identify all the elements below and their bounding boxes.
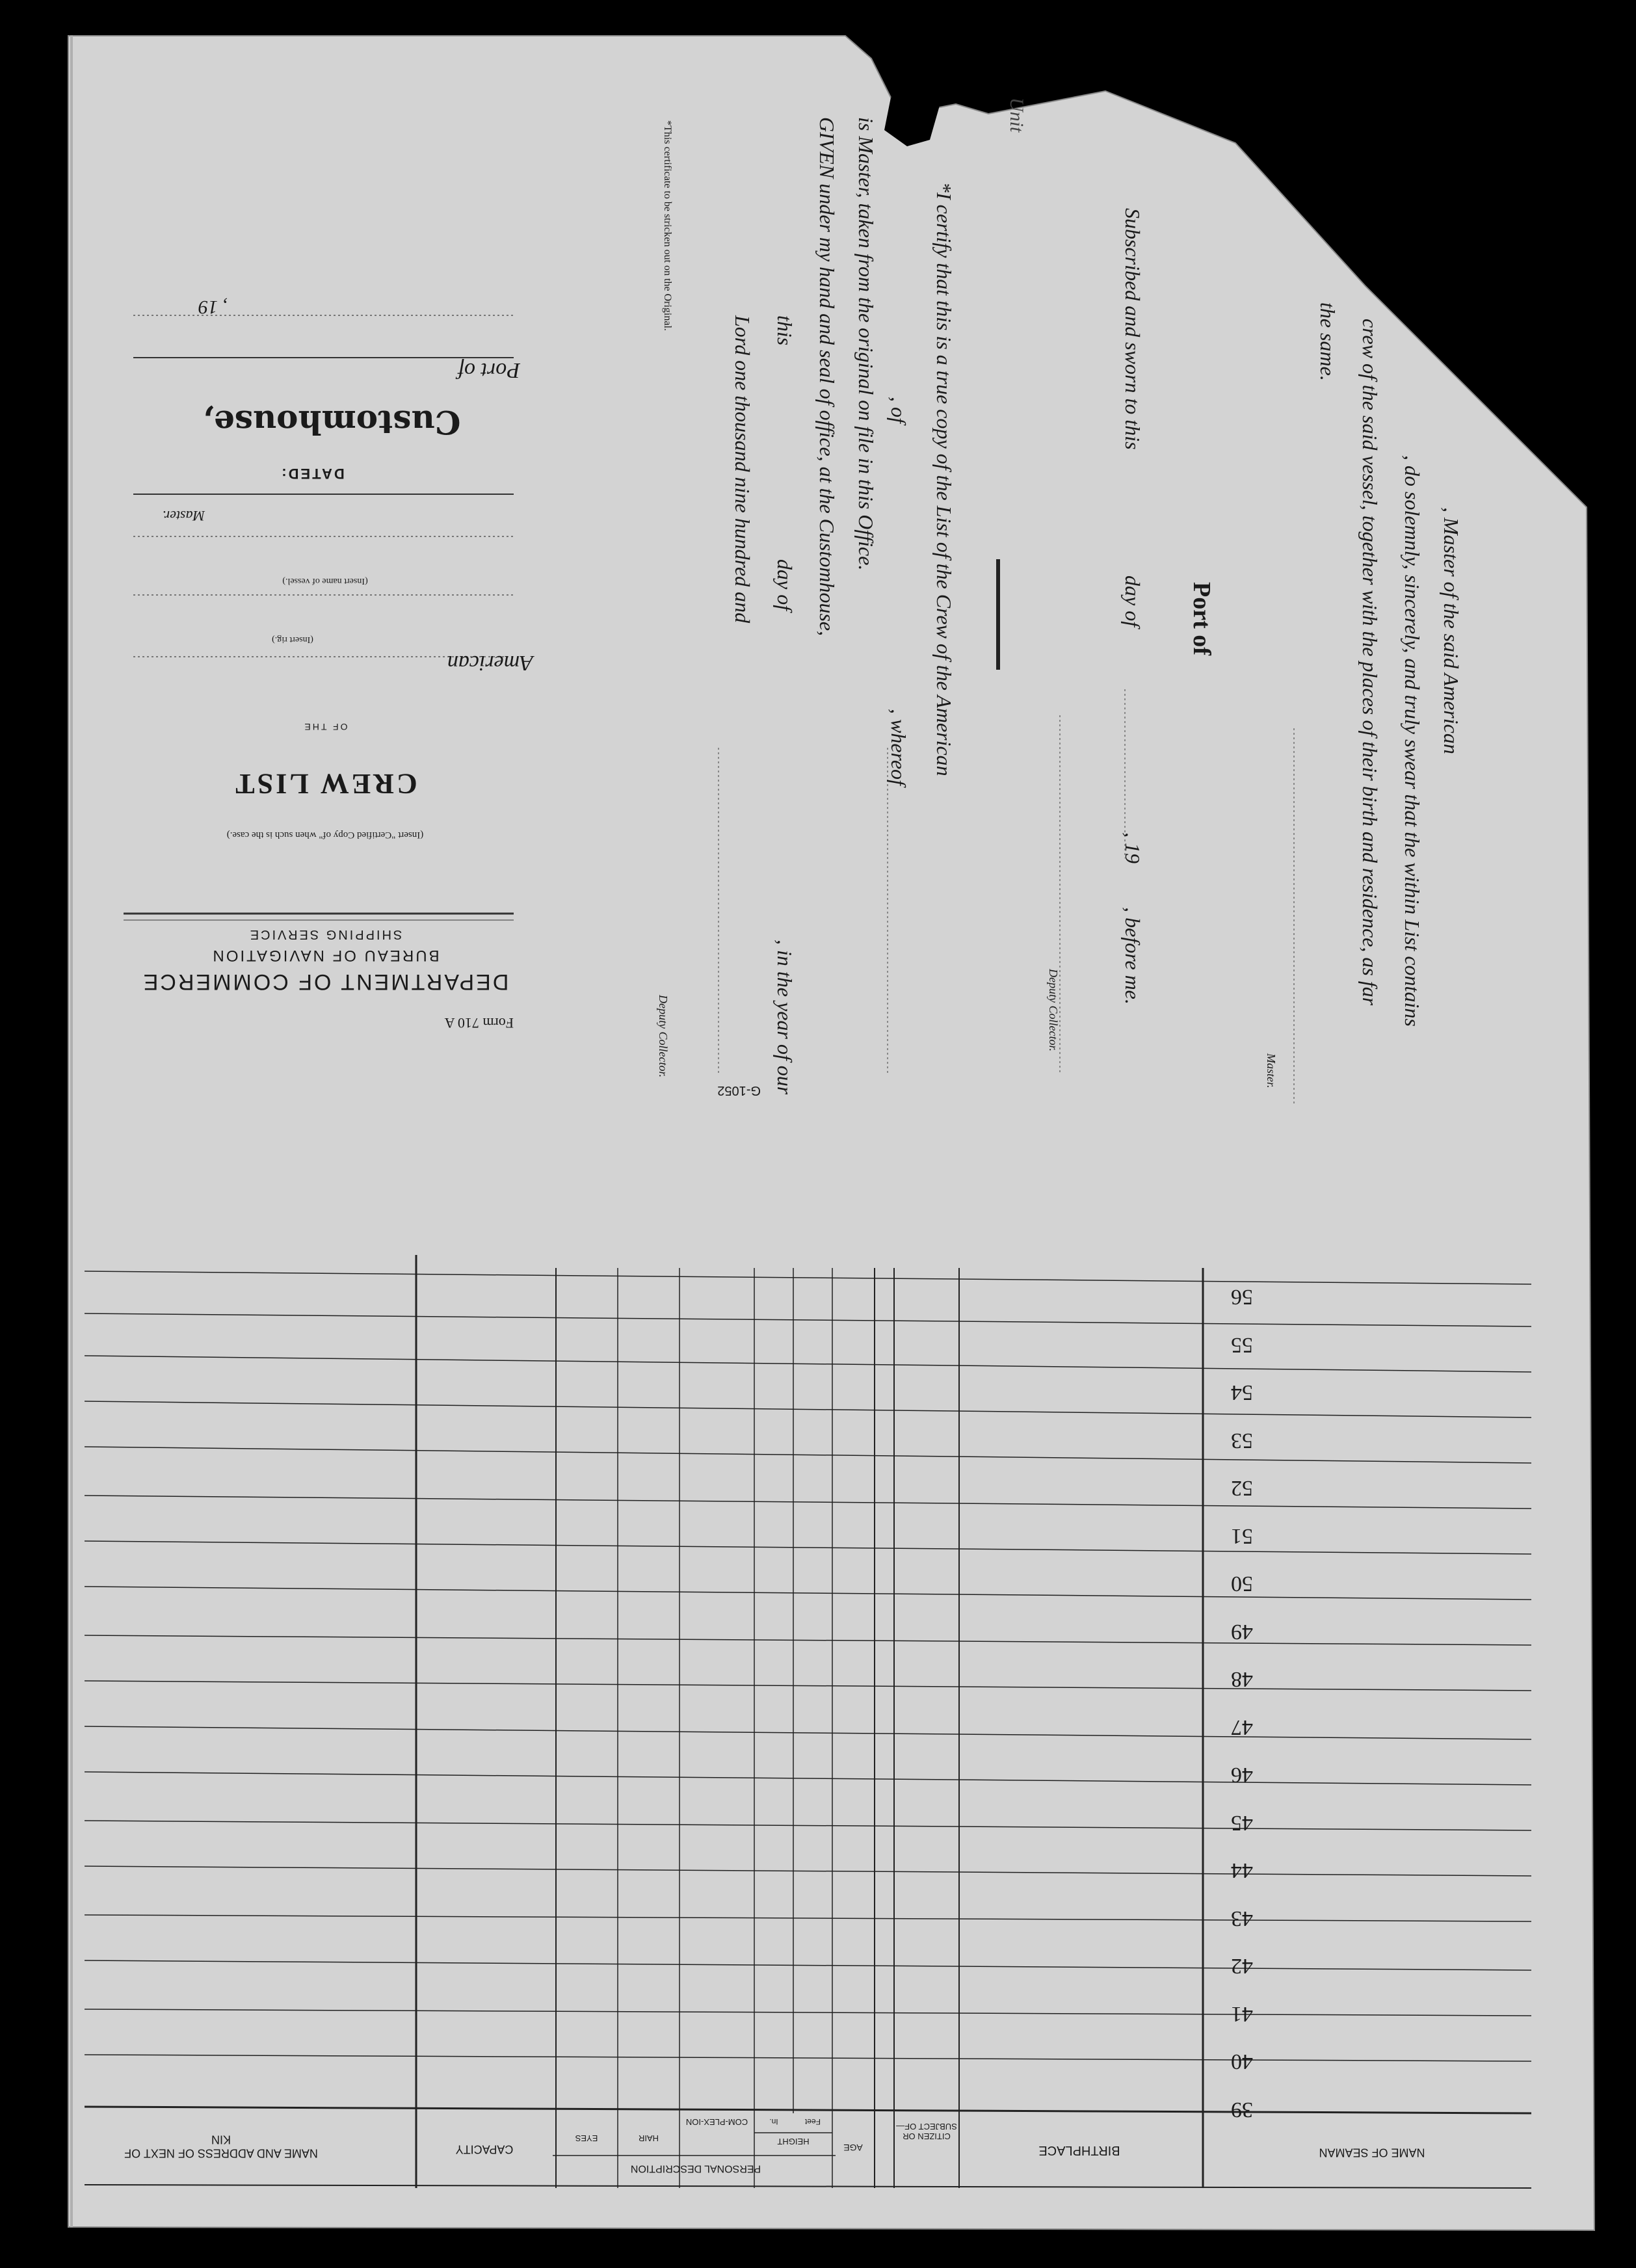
of-the-label: OF THE bbox=[302, 722, 348, 732]
header-personal-description: PERSONAL DESCRIPTION bbox=[630, 2163, 761, 2174]
year-label: , 19 bbox=[198, 297, 228, 318]
header-eyes: EYES bbox=[575, 2133, 598, 2143]
port-of-label: Port of bbox=[458, 358, 520, 382]
row-number: 40 bbox=[1231, 2050, 1253, 2074]
form-code: G-1052 bbox=[717, 1083, 761, 1098]
customhouse-label: Customhouse, bbox=[202, 403, 461, 442]
row-number: 39 bbox=[1231, 2098, 1253, 2122]
department-title: DEPARTMENT OF COMMERCE bbox=[141, 969, 509, 994]
insert-certified-note: (Insert "Certified Copy of" when such is the case.) bbox=[226, 830, 424, 840]
row-number: 52 bbox=[1231, 1476, 1253, 1500]
header-hair: HAIR bbox=[638, 2133, 659, 2143]
certificate-line-4: GIVEN under my hand and seal of office, at the Customhouse, bbox=[815, 117, 839, 637]
header-complexion: COM-PLEX-ION bbox=[685, 2116, 748, 2127]
header-name-of-seaman: NAME OF SEAMAN bbox=[1319, 2146, 1425, 2159]
oath-nineteen: , 19 bbox=[1121, 832, 1144, 864]
row-number: 42 bbox=[1231, 1954, 1253, 1978]
certificate-line-5b: day of bbox=[773, 559, 797, 611]
row-number: 48 bbox=[1231, 1667, 1253, 1691]
row-number: 47 bbox=[1231, 1715, 1253, 1739]
dated-label: DATED: bbox=[280, 466, 345, 482]
insert-rig-note: (Insert rig.) bbox=[272, 635, 313, 644]
certificate-line-2b: , whereof bbox=[887, 709, 910, 785]
row-number: 43 bbox=[1231, 1906, 1253, 1931]
oath-line-1: , Master of the said American bbox=[1440, 507, 1463, 754]
certificate-line-5c: , in the year of our bbox=[773, 940, 797, 1095]
header-birthplace: BIRTHPLACE bbox=[1038, 2143, 1120, 2157]
master-label: Master. bbox=[162, 508, 205, 524]
oath-master-signature: Master. bbox=[1265, 1053, 1278, 1088]
certificate-line-2: , of bbox=[887, 397, 910, 423]
oath-subscribed: Subscribed and sworn to this bbox=[1121, 208, 1144, 450]
header-feet: Feet bbox=[805, 2116, 821, 2126]
header-capacity: CAPACITY bbox=[455, 2143, 514, 2156]
oath-line-2: , do solemnly, sincerely, and truly swear that the within List contains bbox=[1401, 455, 1424, 1027]
crew-list-title: CREW LIST bbox=[233, 768, 417, 800]
form-number: Form 710 A bbox=[444, 1015, 514, 1031]
oath-day-of: day of bbox=[1121, 575, 1144, 627]
oath-port-of: Port of bbox=[1188, 582, 1215, 655]
service-title: SHIPPING SERVICE bbox=[248, 927, 402, 942]
row-number: 44 bbox=[1231, 1858, 1253, 1882]
certificate-footnote: *This certificate to be stricken out on the Original. bbox=[662, 120, 673, 331]
oath-before-me: , before me. bbox=[1121, 907, 1144, 1005]
header-inches: In. bbox=[769, 2116, 778, 2126]
certificate-line-1: *I certify that this is a true copy of the List of the Crew of the American bbox=[932, 182, 956, 776]
certificate-line-5: this bbox=[773, 315, 797, 346]
header-age: AGE bbox=[843, 2143, 863, 2154]
header-citizen: CITIZEN OR SUBJECT OF— bbox=[896, 2121, 957, 2141]
row-number: 56 bbox=[1231, 1285, 1253, 1309]
row-number: 55 bbox=[1231, 1333, 1253, 1357]
oath-line-4: the same. bbox=[1316, 302, 1339, 381]
header-height: HEIGHT bbox=[777, 2136, 810, 2146]
certificate-line-6: Lord one thousand nine hundred and bbox=[731, 315, 754, 624]
row-number: 53 bbox=[1231, 1429, 1253, 1453]
row-number: 50 bbox=[1231, 1572, 1253, 1596]
insert-vessel-note: (Insert name of vessel.) bbox=[282, 576, 368, 586]
row-number: 49 bbox=[1231, 1620, 1253, 1644]
certificate-deputy-collector: Deputy Collector. bbox=[657, 995, 670, 1077]
row-number: 46 bbox=[1231, 1763, 1253, 1787]
row-number: 51 bbox=[1231, 1524, 1253, 1548]
row-number: 54 bbox=[1231, 1380, 1253, 1404]
header-next-of-kin: NAME AND ADDRESS OF NEXT OF KIN bbox=[124, 2133, 318, 2160]
bureau-title: BUREAU OF NAVIGATION bbox=[211, 947, 440, 964]
row-number: 41 bbox=[1231, 2002, 1253, 2026]
certificate-line-3: is Master, taken from the original on file in this Office. bbox=[854, 117, 878, 571]
american-label: American bbox=[447, 651, 533, 675]
oath-line-3: crew of the said vessel, together with the places of their birth and residence, as far bbox=[1358, 319, 1382, 1006]
row-number: 45 bbox=[1231, 1811, 1253, 1835]
torn-text: Unit bbox=[1006, 98, 1027, 133]
oath-deputy-collector: Deputy Collector. bbox=[1047, 969, 1060, 1051]
